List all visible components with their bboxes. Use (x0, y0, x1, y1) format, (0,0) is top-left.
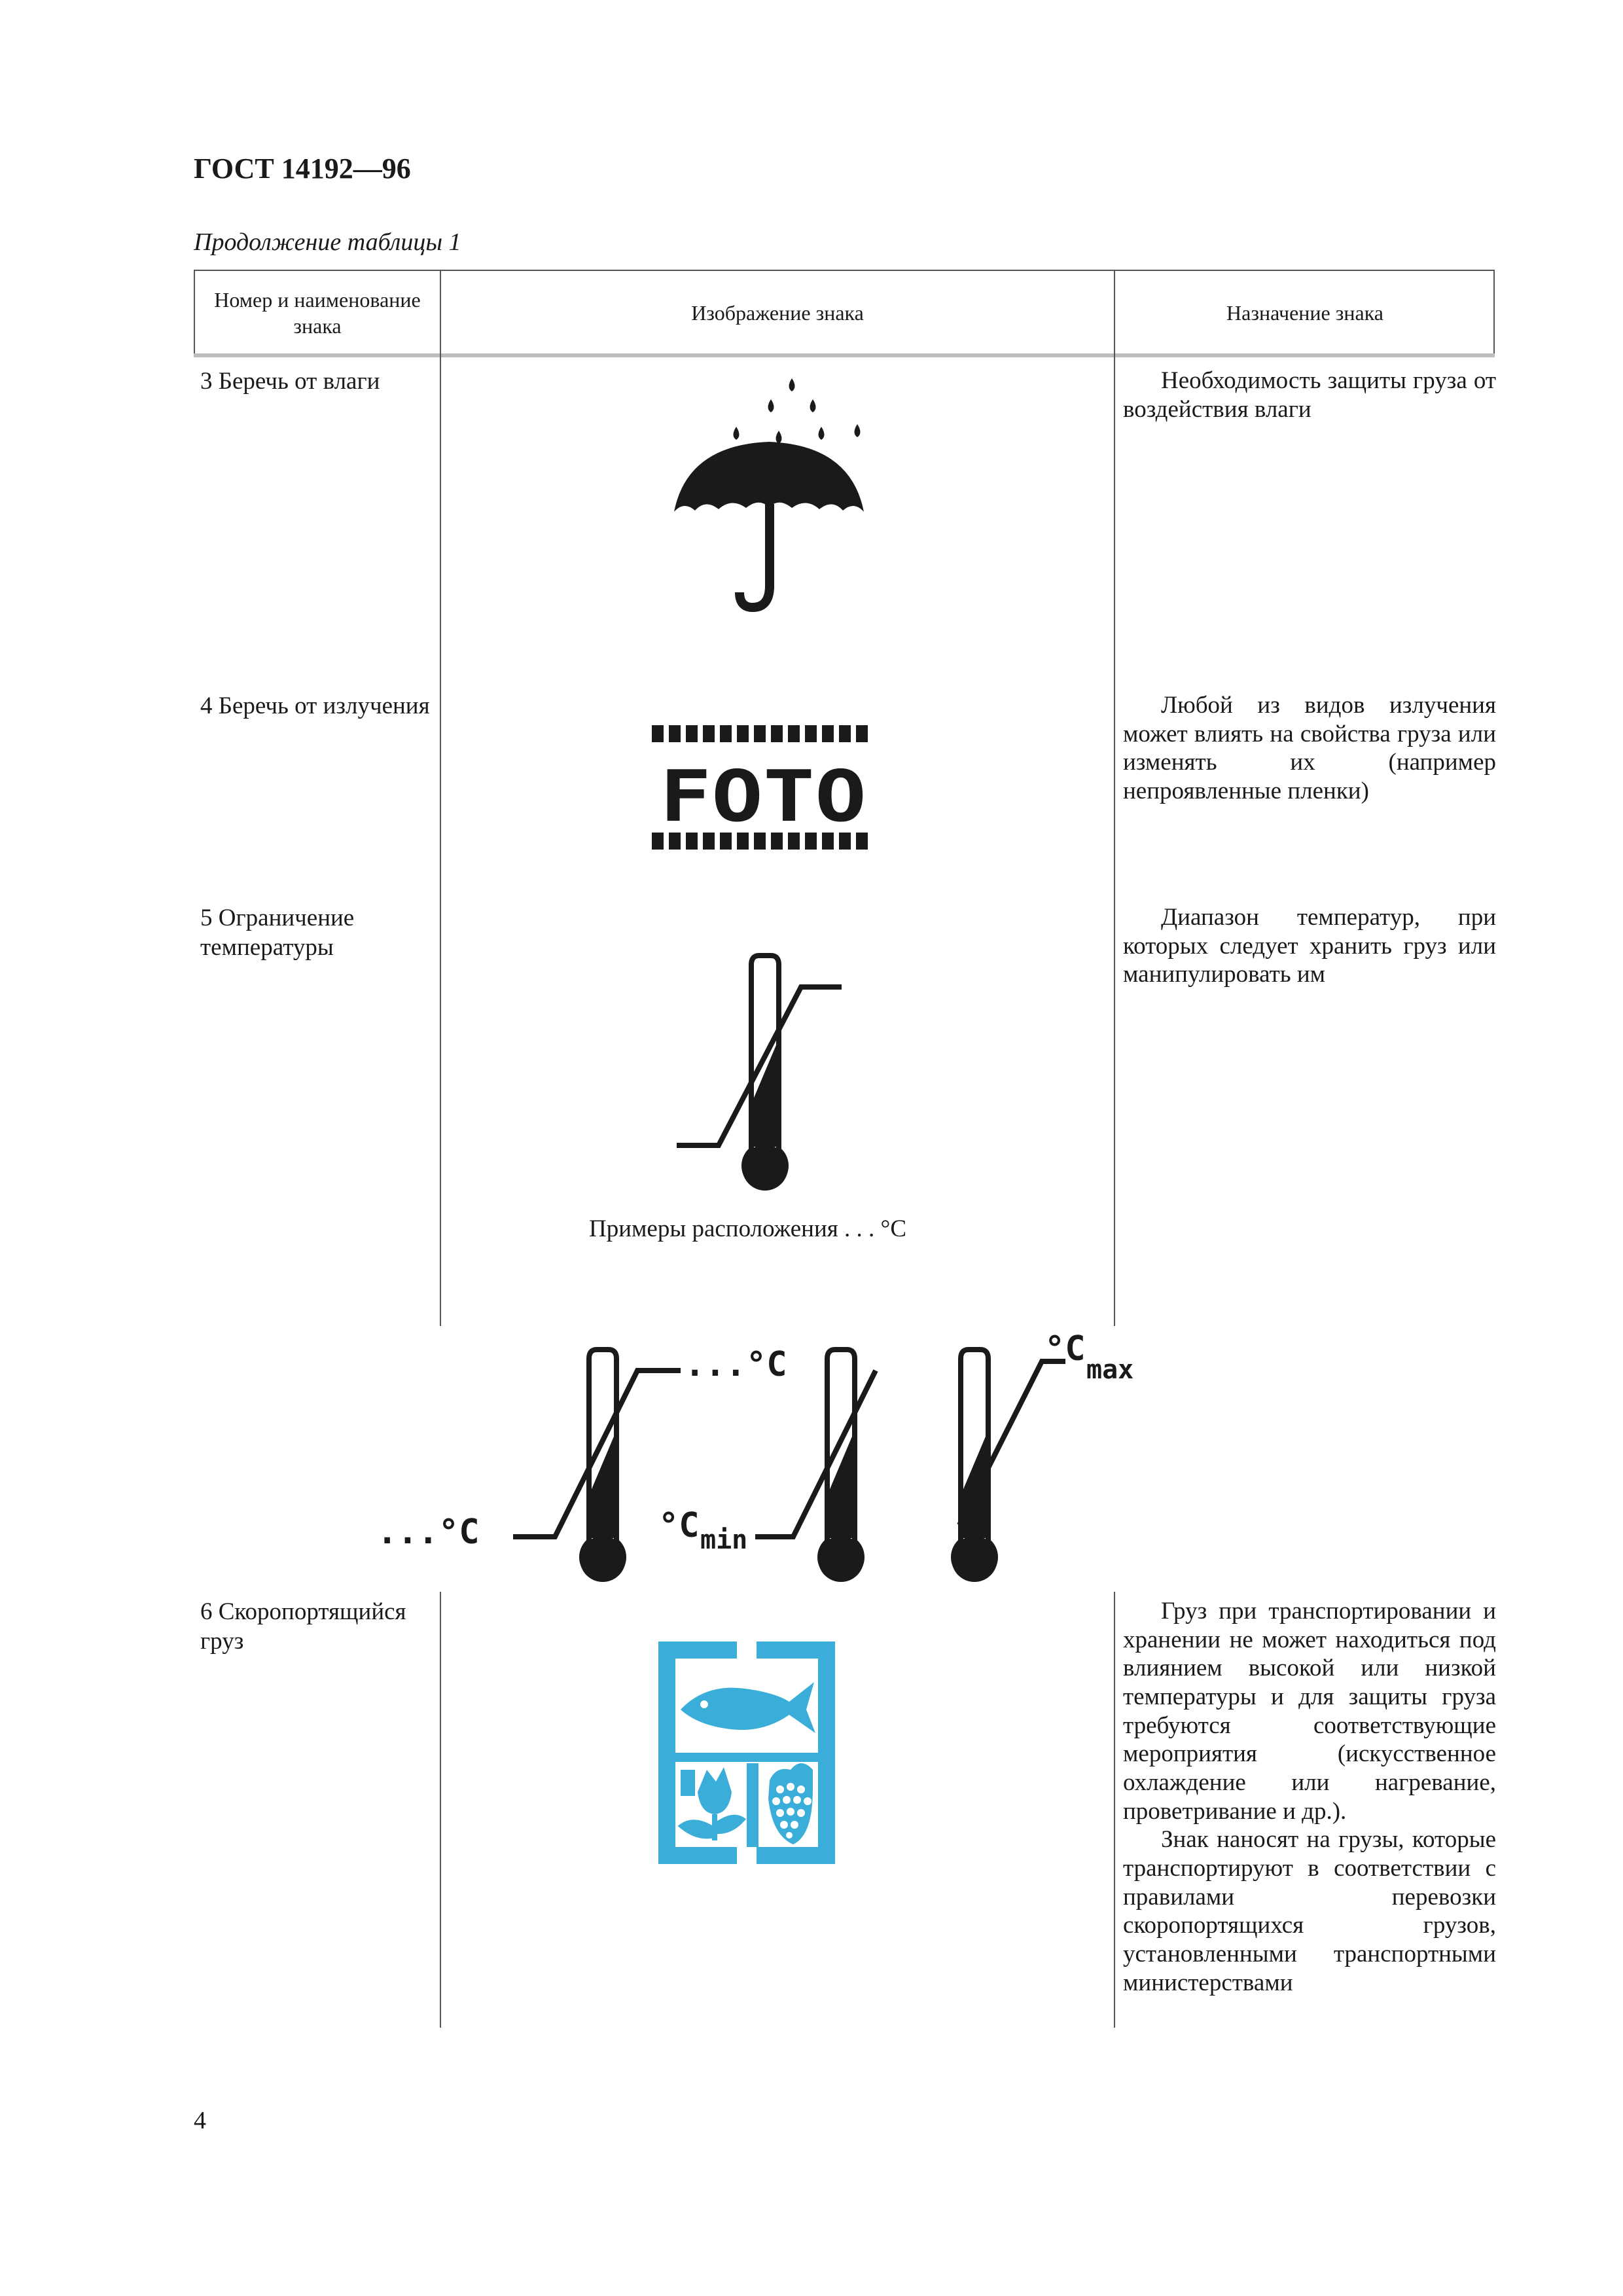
example-thermometer-2 (755, 1350, 876, 1582)
row-4-purpose (1123, 691, 1496, 806)
row-6-purpose-text-1: Груз при транспортировании и хранении не может находиться под влиянием высокой или низкой температуры и для защиты груза требуются соответствующие мероприятия (искусственное охлаждение или нагревание, проветривание и др.). (1123, 1598, 1496, 1825)
row-3-purpose-text: Необходимость защиты груза от воздействия влаги (1123, 367, 1496, 423)
row-4-name: 4 Беречь от излучения (200, 692, 430, 719)
document-header: ГОСТ 14192—96 (194, 152, 411, 185)
header-separator (194, 353, 1495, 357)
column-divider-2a (1114, 270, 1115, 1326)
umbrella-rain-icon (668, 373, 883, 615)
page-number: 4 (194, 2107, 206, 2134)
row-6-purpose (1123, 1597, 1496, 1997)
table-top-border (194, 270, 1495, 271)
example-label-min-sub: min (700, 1525, 748, 1555)
row-5-name: 5 Ограничение температуры (200, 905, 355, 961)
table-caption: Продолжение таблицы 1 (194, 228, 461, 256)
column-header-image: Изображение знака (691, 301, 864, 325)
row-5-purpose-text: Диапазон температур, при которых следует хранить груз или манипулировать им (1123, 904, 1496, 988)
row-3-purpose (1123, 367, 1496, 423)
column-divider-1a (440, 270, 441, 1326)
column-divider-1b (440, 1592, 441, 2028)
example-thermometer-3 (952, 1350, 1065, 1582)
temperature-examples-note: Примеры расположения . . . °C (589, 1215, 907, 1242)
perishable-cargo-icon (658, 1641, 835, 1864)
example-label-top: ...°C (685, 1345, 787, 1384)
row-5-purpose (1123, 903, 1496, 989)
row-4-purpose-text: Любой из видов излучения может влиять на свойства груза или изменять их (например непроявленные пленки) (1123, 692, 1496, 804)
foto-icon-label: FOTO (660, 756, 866, 838)
border-right (1493, 270, 1495, 353)
border-left (194, 270, 195, 353)
example-label-max: °C (1044, 1329, 1086, 1369)
temperature-examples-figure (373, 1329, 1185, 1590)
example-label-left: ...°C (377, 1513, 480, 1552)
example-label-max-sub: max (1086, 1355, 1134, 1385)
row-3-name: 3 Беречь от влаги (200, 368, 380, 395)
column-divider-2b (1114, 1592, 1115, 2028)
row-6-purpose-text-2: Знак наносят на грузы, которые транспортируют в соответствии с правилами перевозки скоропортящихся грузов, установленными транспортными министерствами (1123, 1826, 1496, 1996)
column-header-number: Номер и наименование знака (214, 288, 421, 338)
column-header-purpose: Назначение знака (1226, 301, 1383, 325)
example-thermometer-1 (513, 1350, 681, 1582)
example-label-min: °C (658, 1506, 700, 1545)
row-6-name: 6 Скоропортящийся груз (200, 1598, 406, 1655)
foto-film-icon (652, 725, 878, 850)
thermometer-icon (674, 950, 857, 1206)
